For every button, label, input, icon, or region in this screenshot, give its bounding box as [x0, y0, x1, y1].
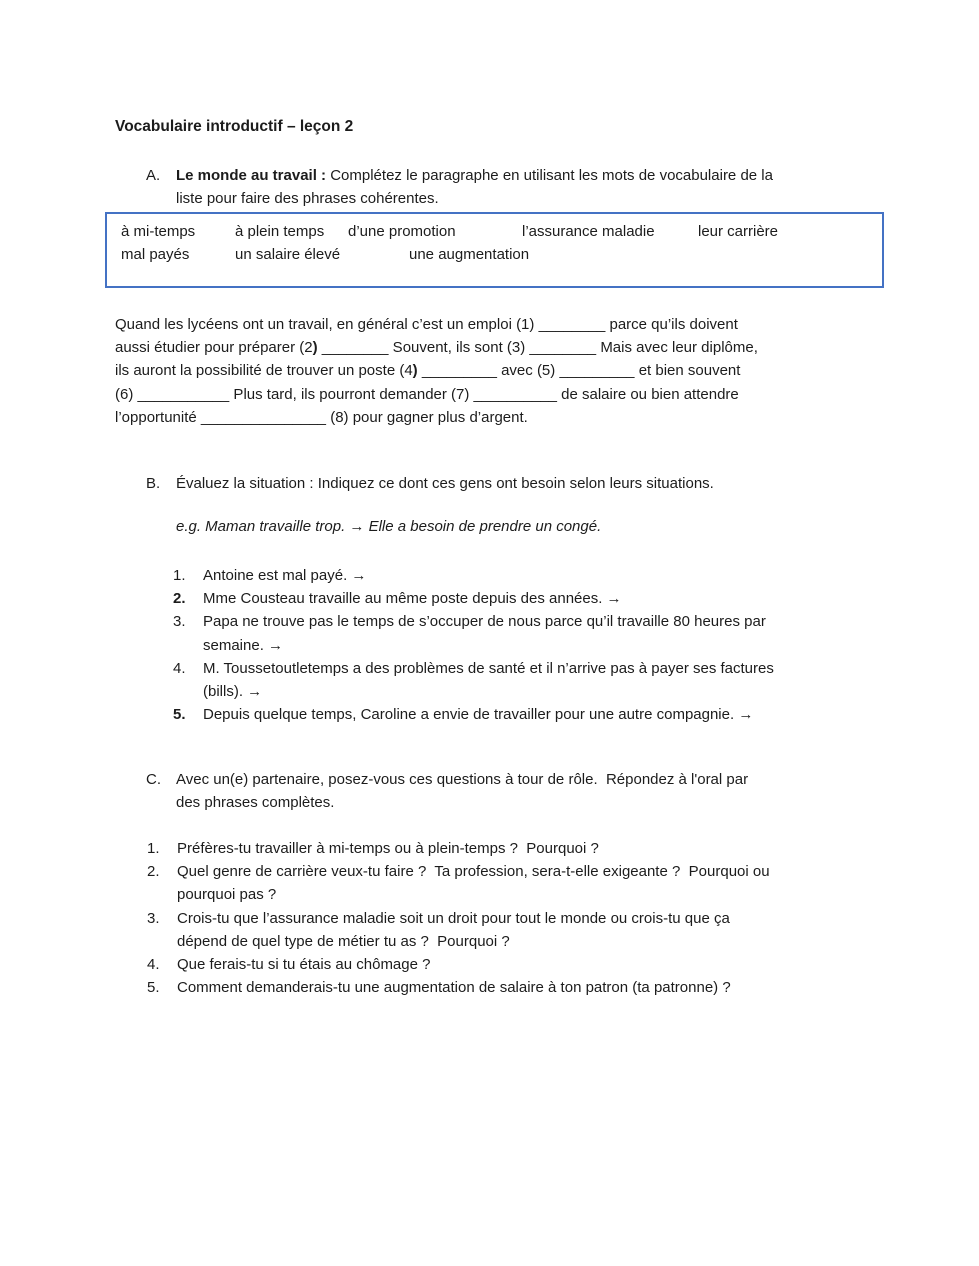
- section-a-heading-line: liste pour faire des phrases cohérentes.: [176, 190, 439, 208]
- list-item-text: [203, 610, 766, 656]
- list-item-line: Préfères-tu travailler à mi-temps ou à plein-temps ? Pourquoi ?: [177, 840, 599, 857]
- list-item-line: Crois-tu que l’assurance maladie soit un droit pour tout le monde ou crois-tu que ça: [177, 909, 730, 927]
- list-item: [147, 976, 770, 999]
- list-item: [173, 657, 774, 703]
- list-item-number: 3.: [173, 613, 186, 631]
- vocab-word: à mi-temps: [121, 223, 196, 240]
- list-item-line: (bills). →: [203, 683, 263, 701]
- paragraph-line: l’opportunité _______________ (8) pour gagner plus d’argent.: [115, 408, 528, 426]
- list-item-line: dépend de quel type de métier tu as ? Pourquoi ?: [177, 932, 510, 950]
- vocab-word: un salaire élevé: [235, 246, 341, 263]
- section-a: [146, 164, 773, 210]
- list-item: [147, 953, 770, 976]
- list-item-line: semaine. →: [203, 636, 284, 654]
- section-b-heading-line: Évaluez la situation : Indiquez ce dont ces gens ont besoin selon leurs situations.: [176, 475, 714, 492]
- vocabulary-box: [105, 212, 884, 288]
- list-item: [173, 587, 774, 610]
- paragraph-line: Quand les lycéens ont un travail, en général c’est un emploi (1) ________ parce qu’ils doivent: [115, 316, 738, 333]
- list-item-text: [203, 703, 753, 726]
- list-item: [173, 610, 774, 656]
- list-item: [173, 564, 774, 587]
- vocab-word: à plein temps: [235, 223, 325, 240]
- vocab-word: une augmentation: [409, 246, 530, 263]
- section-b-letter: B.: [146, 475, 161, 492]
- section-c: [146, 768, 748, 814]
- section-c-heading: [176, 768, 748, 814]
- list-item-line: Comment demanderais-tu une augmentation de salaire à ton patron (ta patronne) ?: [177, 979, 731, 997]
- list-item-number: 2.: [147, 863, 160, 881]
- section-b-heading: [176, 472, 714, 495]
- list-item: [147, 860, 770, 906]
- document-title: Vocabulaire introductif – leçon 2: [115, 118, 354, 135]
- list-item-text: [203, 587, 622, 610]
- section-c-list: [147, 837, 770, 999]
- list-item-text: [177, 976, 731, 999]
- list-item: [147, 907, 770, 953]
- list-item-text: [177, 907, 730, 953]
- vocab-word: mal payés: [121, 246, 190, 263]
- list-item-line: Mme Cousteau travaille au même poste depuis des années. →: [203, 590, 622, 608]
- section-b-list: [173, 564, 774, 726]
- list-item-number: 2.: [173, 590, 186, 608]
- vocab-row-2: [107, 246, 882, 269]
- list-item: [173, 703, 774, 726]
- vocab-word: leur carrière: [698, 223, 779, 240]
- paragraph-line: aussi étudier pour préparer (2) ________ Souvent, ils sont (3) ________ Mais avec leur diplôme,: [115, 339, 758, 357]
- vocab-row-1: [107, 223, 882, 246]
- list-item-number: 5.: [173, 706, 186, 724]
- list-item-text: [203, 657, 774, 703]
- section-a-letter: A.: [146, 167, 161, 184]
- paragraph-line: (6) ___________ Plus tard, ils pourront demander (7) __________ de salaire ou bien attendre: [115, 385, 739, 403]
- list-item-text: [177, 953, 430, 976]
- list-item-text: [177, 837, 599, 860]
- list-item-number: 4.: [147, 956, 160, 974]
- list-item-text: [177, 860, 770, 906]
- list-item-line: M. Toussetoutletemps a des problèmes de santé et il n’arrive pas à payer ses factures: [203, 659, 774, 677]
- list-item-line: Papa ne trouve pas le temps de s’occuper de nous parce qu’il travaille 80 heures par: [203, 613, 766, 631]
- list-item-number: 1.: [147, 840, 160, 857]
- list-item-line: pourquoi pas ?: [177, 886, 277, 904]
- list-item: [147, 837, 770, 860]
- vocab-word: d’une promotion: [348, 223, 456, 240]
- list-item-text: [203, 564, 366, 587]
- section-c-letter: C.: [146, 771, 161, 788]
- fill-in-paragraph: [115, 313, 758, 429]
- section-c-heading-line: Avec un(e) partenaire, posez-vous ces questions à tour de rôle. Répondez à l'oral par: [176, 771, 749, 788]
- list-item-line: Quel genre de carrière veux-tu faire ? Ta profession, sera-t-elle exigeante ? Pourquoi ou: [177, 863, 770, 881]
- list-item-number: 3.: [147, 909, 160, 927]
- list-item-number: 5.: [147, 979, 160, 997]
- list-item-line: Que ferais-tu si tu étais au chômage ?: [177, 956, 431, 974]
- list-item-number: 4.: [173, 659, 186, 677]
- section-a-heading-line: Le monde au travail : Complétez le paragraphe en utilisant les mots de vocabulaire de la: [176, 167, 773, 184]
- example-sentence: e.g. Maman travaille trop. → Elle a besoin de prendre un congé.: [176, 518, 602, 535]
- paragraph-line: ils auront la possibilité de trouver un poste (4) _________ avec (5) _________ et bien souvent: [115, 362, 741, 380]
- section-b: [146, 472, 714, 495]
- vocab-word: l’assurance maladie: [522, 223, 655, 240]
- list-item-line: Depuis quelque temps, Caroline a envie de travailler pour une autre compagnie. →: [203, 706, 754, 724]
- list-item-number: 1.: [173, 567, 186, 584]
- list-item-line: Antoine est mal payé. →: [203, 567, 367, 584]
- section-c-heading-line: des phrases complètes.: [176, 794, 335, 812]
- section-a-heading: [176, 164, 773, 210]
